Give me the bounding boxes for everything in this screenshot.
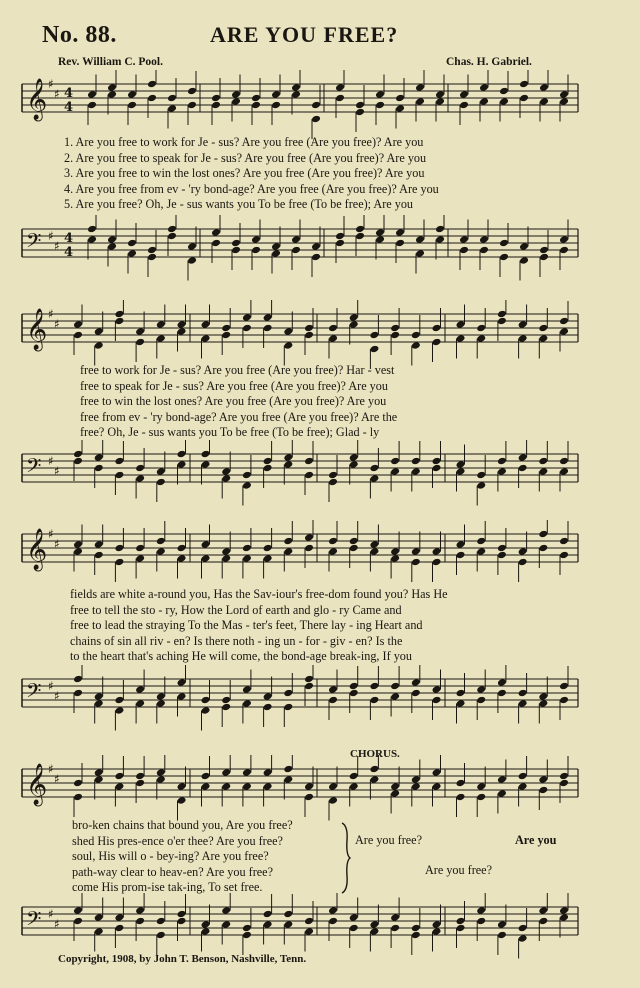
treble-staff-2 [18,300,580,370]
treble-staff-3 [18,520,580,590]
svg-text:4: 4 [64,231,74,246]
svg-text:♯: ♯ [54,317,60,331]
lyricist-credit: Rev. William C. Pool. [58,56,163,68]
hymn-title: ARE YOU FREE? [210,22,399,47]
svg-text:♯: ♯ [54,87,60,101]
svg-text:♯: ♯ [54,239,60,253]
lyric-line: 5. Are you free? Oh, Je - sus wants you To be free (To be free); Are you [64,197,414,211]
svg-text:𝄢: 𝄢 [26,907,42,935]
verse-lyrics-system-4 [72,818,293,896]
lyric-line: free to speak for Je - sus? Are you free (Are you free)? Are you [80,378,388,393]
treble-staff-1 [18,70,580,140]
chorus-response-2: Are you [515,833,557,847]
svg-text:♯: ♯ [48,679,54,693]
lyric-line: free to win the lost ones? Are you free (Are you free)? Are you [80,394,387,408]
svg-text:♯: ♯ [48,229,54,243]
bass-staff-2 [18,440,580,510]
svg-text:♯: ♯ [48,762,54,776]
lyric-line: fields are white a-round you, Has the Sav-iour's free-dom found you? Has He [70,587,448,601]
svg-text:𝄞: 𝄞 [26,529,48,570]
lyric-line: 1. Are you free to work for Je - sus? Are you free (Are you free)? Are you [64,135,424,149]
verse-lyrics-system-1 [64,135,439,213]
bass-staff-1 [18,215,580,285]
lyric-line: free? Oh, Je - sus wants you To be free (To be free); Glad - ly [80,425,380,439]
copyright-notice: Copyright, 1908, by John T. Benson, Nashville, Tenn. [58,953,307,965]
lyric-line: bro-ken chains that bound you, Are you free? [72,818,293,832]
lyric-line: 3. Are you free to win the lost ones? Are you free (Are you free)? Are you [64,166,425,180]
hymn-number: No. 88. [42,22,117,48]
lyric-line: path-way clear to heav-en? Are you free? [72,864,273,879]
svg-text:♯: ♯ [48,307,54,321]
svg-text:𝄢: 𝄢 [26,454,42,482]
svg-text:𝄞: 𝄞 [26,309,48,350]
svg-text:♯: ♯ [54,537,60,551]
verse-lyrics-system-3 [70,587,448,665]
lyric-line: free to lead the straying To the Mas - ter's feet, There lay - ing Heart and [70,618,423,632]
svg-text:♯: ♯ [48,454,54,468]
chorus-label: CHORUS. [350,748,400,760]
verse-bracket [340,822,352,894]
chorus-response-1: Are you free? [355,833,422,847]
lyric-line: free from ev - 'ry bond-age? Are you free (Are you free)? Are the [80,409,398,424]
svg-text:♯: ♯ [48,77,54,91]
chorus-response-3: Are you free? [425,863,492,877]
treble-staff-4 [18,755,580,825]
lyric-line: free to work for Je - sus? Are you free (Are you free)? Har - vest [80,363,395,377]
svg-text:𝄢: 𝄢 [26,229,42,257]
svg-text:♯: ♯ [54,917,60,931]
lyric-line: come His prom-ise tak-ing, To set free. [72,880,263,894]
svg-text:4: 4 [64,86,74,101]
lyric-line: 4. Are you free from ev - 'ry bond-age? Are you free (Are you free)? Are you [64,181,439,196]
svg-text:4: 4 [64,245,74,260]
lyric-line: soul, His will o - bey-ing? Are you free? [72,849,269,863]
svg-text:𝄢: 𝄢 [26,679,42,707]
svg-text:4: 4 [64,100,74,115]
composer-credit: Chas. H. Gabriel. [446,56,532,68]
svg-text:♯: ♯ [54,772,60,786]
svg-text:♯: ♯ [54,464,60,478]
verse-lyrics-system-2 [80,363,397,441]
svg-text:𝄞: 𝄞 [26,764,48,805]
lyric-line: 2. Are you free to speak for Je - sus? Are you free (Are you free)? Are you [64,150,427,165]
svg-text:♯: ♯ [48,907,54,921]
lyric-line: shed His pres-ence o'er thee? Are you free? [72,833,283,848]
lyric-line: free to tell the sto - ry, How the Lord of earth and glo - ry Came and [70,602,402,617]
svg-text:♯: ♯ [54,689,60,703]
svg-text:𝄞: 𝄞 [26,79,48,120]
lyric-line: to the heart that's aching He will come, the bond-age break-ing, If you [70,649,412,663]
svg-text:♯: ♯ [48,527,54,541]
lyric-line: chains of sin all riv - en? Is there noth - ing un - for - giv - en? Is the [70,633,403,648]
bass-staff-3 [18,665,580,735]
